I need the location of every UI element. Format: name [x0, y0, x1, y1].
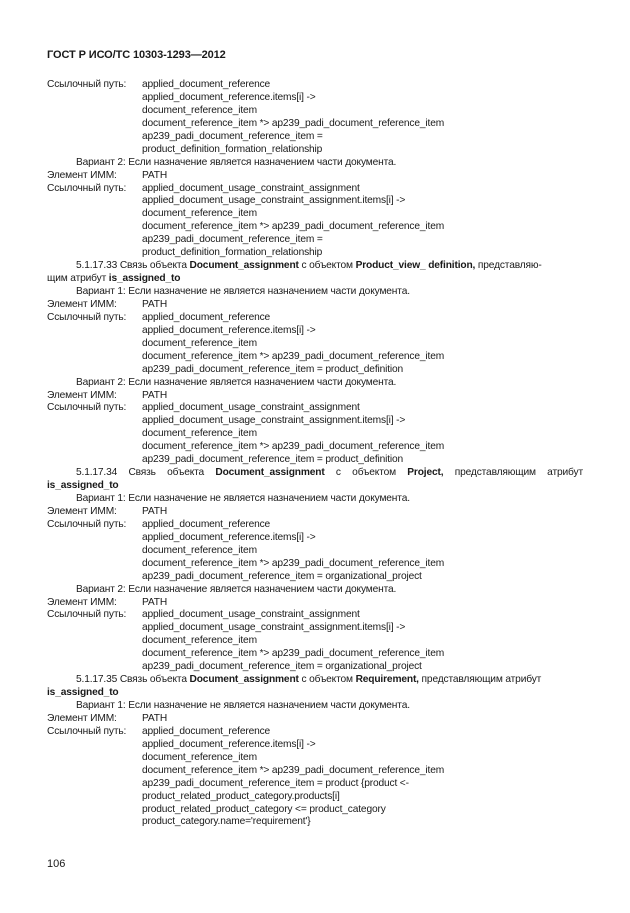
heading-word: Связь: [128, 467, 156, 479]
path-line: document_reference_item *> ap239_padi_document_reference_item: [142, 117, 445, 129]
path-line: document_reference_item *> ap239_padi_document_reference_item: [142, 221, 445, 233]
element-value: PATH: [142, 169, 168, 181]
heading-word: с: [335, 467, 341, 479]
entity-name: Project,: [407, 467, 444, 479]
heading-text: Связь объекта: [119, 674, 190, 686]
path-line: product_definition_formation_relationship: [142, 247, 323, 259]
ref-path-label: Ссылочный путь:: [47, 609, 127, 621]
path-line: applied_document_usage_constraint_assignment.items[i] ->: [142, 415, 406, 427]
path-line: applied_document_reference.items[i] ->: [142, 324, 316, 336]
path-line: applied_document_reference: [142, 79, 271, 90]
element-label: Элемент ИММ:: [47, 505, 117, 517]
element-value: PATH: [142, 596, 168, 608]
path-line: ap239_padi_document_reference_item = product {product <-: [142, 777, 409, 789]
section-heading-35: [47, 674, 583, 687]
heading-word: представляющим: [454, 467, 536, 479]
path-line: ap239_padi_document_reference_item = product_definition: [142, 363, 404, 375]
page-number: 106: [47, 858, 66, 870]
ref-path-label: Ссылочный путь:: [47, 311, 127, 323]
path-line: applied_document_reference.items[i] ->: [142, 531, 316, 543]
entity-name: Product_view_ definition,: [355, 260, 476, 272]
path-line: ap239_padi_document_reference_item = product_definition: [142, 454, 404, 466]
path-line: applied_document_reference: [142, 518, 271, 530]
attribute-name: is_assigned_to: [47, 480, 119, 492]
entity-name: Document_assignment: [189, 674, 299, 686]
section-heading-34: [47, 467, 583, 480]
path-line: ap239_padi_document_reference_item = organizational_project: [142, 570, 422, 582]
heading-text: представляю-: [475, 260, 542, 272]
ref-path-row: [47, 402, 583, 415]
path-line: applied_document_reference: [142, 725, 271, 737]
attribute-name: is_assigned_to: [108, 273, 181, 285]
document-body: [47, 79, 583, 829]
attribute-name: is_assigned_to: [47, 687, 119, 699]
ref-path-row: [47, 726, 583, 739]
path-line: ap239_padi_document_reference_item =: [142, 130, 323, 142]
heading-word: объектом: [352, 467, 396, 479]
ref-path-label: Ссылочный путь:: [47, 518, 127, 530]
heading-text: с объектом: [298, 260, 356, 272]
path-line: document_reference_item *> ap239_padi_document_reference_item: [142, 441, 445, 453]
ref-path-row: [47, 609, 583, 622]
element-row: [47, 390, 583, 403]
section-heading-33-cont: [47, 273, 583, 286]
path-line: applied_document_reference.items[i] ->: [142, 738, 316, 750]
path-line: document_reference_item: [142, 751, 257, 763]
ref-path-label: Ссылочный путь:: [47, 182, 127, 194]
entity-name: Requirement,: [355, 674, 419, 686]
entity-name: Document_assignment: [189, 260, 299, 272]
section-heading-34-cont: [47, 480, 583, 493]
ref-path-row: [47, 183, 583, 196]
path-line: applied_document_usage_constraint_assignment.items[i] ->: [142, 622, 406, 634]
path-line: applied_document_usage_constraint_assignment: [142, 182, 360, 194]
path-line: document_reference_item *> ap239_padi_document_reference_item: [142, 648, 445, 660]
path-line: document_reference_item: [142, 635, 257, 647]
ref-path-label: Ссылочный путь:: [47, 402, 127, 414]
variant-2-text: Вариант 2: Если назначение является назначением части документа.: [76, 156, 397, 168]
element-label: Элемент ИММ:: [47, 712, 117, 724]
element-row: [47, 170, 583, 183]
element-row: [47, 597, 583, 610]
section-heading-35-cont: [47, 687, 583, 700]
element-row: [47, 299, 583, 312]
heading-text: представляющим атрибут: [418, 674, 542, 686]
ref-path-row: [47, 519, 583, 532]
path-line: product_definition_formation_relationship: [142, 143, 323, 155]
variant-1-text: Вариант 1: Если назначение не является назначением части документа.: [76, 493, 410, 504]
page-header: ГОСТ Р ИСО/ТС 10303-1293—2012: [47, 49, 226, 61]
path-line: document_reference_item *> ap239_padi_document_reference_item: [142, 557, 445, 569]
variant-1-text: Вариант 1: Если назначение не является назначением части документа.: [76, 700, 410, 711]
path-line: product_category.name='requirement'}: [142, 816, 311, 828]
path-line: document_reference_item: [142, 428, 257, 440]
path-line: applied_document_usage_constraint_assignment: [142, 609, 360, 621]
path-line: applied_document_usage_constraint_assignment.items[i] ->: [142, 195, 406, 207]
element-label: Элемент ИММ:: [47, 389, 117, 401]
path-line: document_reference_item: [142, 337, 257, 349]
ref-path-row: [47, 79, 583, 92]
element-value: PATH: [142, 298, 168, 310]
path-line: ap239_padi_document_reference_item =: [142, 234, 323, 246]
path-line: ap239_padi_document_reference_item = organizational_project: [142, 661, 422, 673]
entity-name: Document_assignment: [215, 467, 325, 479]
element-label: Элемент ИММ:: [47, 169, 117, 181]
section-number: 5.1.17.35: [76, 674, 118, 686]
path-line: product_related_product_category <= product_category: [142, 803, 386, 815]
path-line: document_reference_item *> ap239_padi_document_reference_item: [142, 350, 445, 362]
variant-2-text: Вариант 2: Если назначение является назначением части документа.: [76, 583, 397, 595]
section-number: 5.1.17.34: [76, 467, 118, 479]
heading-word: объекта: [167, 467, 205, 479]
section-heading-33: [47, 260, 583, 273]
path-line: document_reference_item: [142, 104, 257, 116]
heading-text: с объектом: [298, 674, 356, 686]
path-line: applied_document_usage_constraint_assignment: [142, 402, 360, 414]
element-row: [47, 713, 583, 726]
heading-text: Связь объекта: [119, 260, 190, 272]
element-value: PATH: [142, 389, 168, 401]
ref-path-label: Ссылочный путь:: [47, 79, 127, 90]
path-line: applied_document_reference.items[i] ->: [142, 91, 316, 103]
section-number: 5.1.17.33: [76, 260, 118, 272]
element-label: Элемент ИММ:: [47, 298, 117, 310]
path-line: product_related_product_category.products[i]: [142, 790, 340, 802]
element-label: Элемент ИММ:: [47, 596, 117, 608]
ref-path-label: Ссылочный путь:: [47, 725, 127, 737]
path-line: document_reference_item: [142, 208, 257, 220]
path-line: applied_document_reference: [142, 311, 271, 323]
path-line: document_reference_item *> ap239_padi_document_reference_item: [142, 764, 445, 776]
element-value: PATH: [142, 712, 168, 724]
variant-2-text: Вариант 2: Если назначение является назначением части документа.: [76, 376, 397, 388]
element-row: [47, 506, 583, 519]
variant-1-text: Вариант 1: Если назначение не является назначением части документа.: [76, 286, 410, 297]
heading-text: щим атрибут: [47, 273, 109, 285]
path-line: document_reference_item: [142, 544, 257, 556]
element-value: PATH: [142, 505, 168, 517]
ref-path-row: [47, 312, 583, 325]
heading-word: атрибут: [547, 467, 583, 479]
